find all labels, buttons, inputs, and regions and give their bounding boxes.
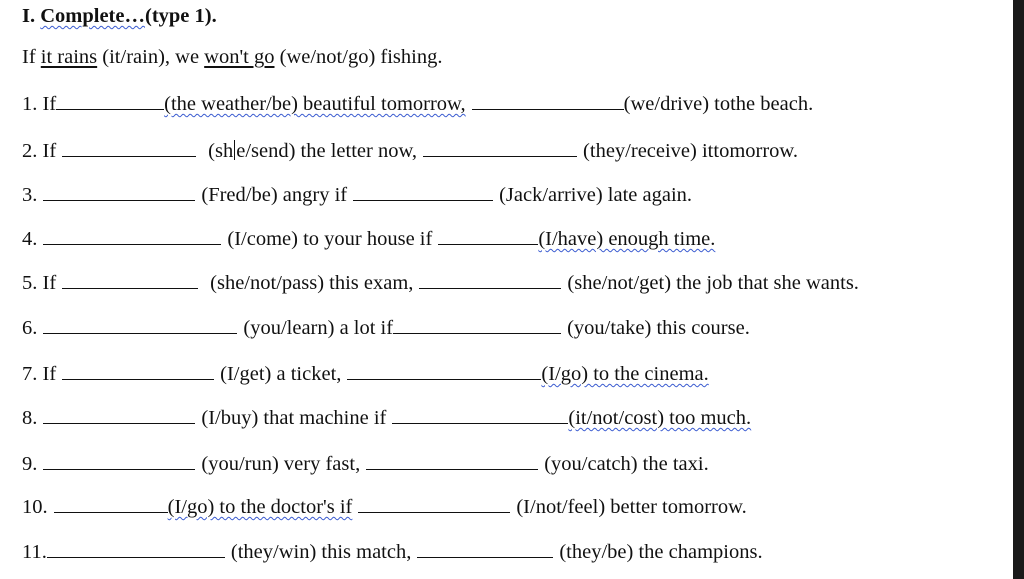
answer-blank-2b[interactable] [423,137,577,157]
example-answer-2: won't go [204,46,275,68]
answer-blank-3a[interactable] [43,181,195,201]
exercise-title: I. Complete…(type 1). [22,5,217,27]
exercise-item-4: 4. (I/come) to your house if (I/have) enough time. [22,225,715,251]
exercise-item-11: 11. (they/win) this match, (they/be) the champions. [22,538,763,564]
answer-blank-1b[interactable] [472,90,624,110]
item-number: 3. [22,184,38,206]
exercise-item-1: 1. If (the weather/be) beautiful tomorrow, (we/drive) tothe beach. [22,90,813,116]
exercise-item-2: 2. If (sh e/send) the letter now, (they/receive) ittomorrow. [22,137,798,163]
item-number: 5. If [22,272,57,294]
answer-blank-6a[interactable] [43,314,237,334]
item-number: 10. [22,496,48,518]
example-answer-1: it rains [40,46,98,68]
answer-blank-9b[interactable] [366,450,538,470]
item-number: 1. If [22,93,57,115]
exercise-item-6: 6. (you/learn) a lot if (you/take) this course. [22,314,750,340]
answer-blank-11b[interactable] [417,538,553,558]
answer-blank-4a[interactable] [43,225,221,245]
exercise-item-8: 8. (I/buy) that machine if (it/not/cost) too much. [22,404,751,430]
item-number: 11. [22,541,47,563]
exercise-item-9: 9. (you/run) very fast, (you/catch) the taxi. [22,450,709,476]
exercise-item-10: 10. (I/go) to the doctor's if (I/not/feel) better tomorrow. [22,493,747,519]
example-sentence: If it rains (it/rain), we won't go (we/not/go) fishing. [22,46,443,68]
window-edge [1013,0,1024,579]
answer-blank-1a[interactable] [56,90,164,110]
answer-blank-6b[interactable] [393,314,561,334]
title-word: Complete… [40,5,145,27]
answer-blank-7a[interactable] [62,360,214,380]
answer-blank-8b[interactable] [392,404,568,424]
exercise-item-7: 7. If (I/get) a ticket, (I/go) to the cinema. [22,360,709,386]
answer-blank-4b[interactable] [438,225,538,245]
exercise-item-5: 5. If (she/not/pass) this exam, (she/not/get) the job that she wants. [22,269,859,295]
answer-blank-10b[interactable] [358,493,510,513]
item-number: 9. [22,453,38,475]
answer-blank-10a[interactable] [54,493,168,513]
item-number: 7. If [22,363,57,385]
answer-blank-5b[interactable] [419,269,561,289]
item-number: 2. If [22,140,57,162]
answer-blank-5a[interactable] [62,269,198,289]
answer-blank-9a[interactable] [43,450,195,470]
answer-blank-3b[interactable] [353,181,493,201]
exercise-item-3: 3. (Fred/be) angry if (Jack/arrive) late again. [22,181,692,207]
answer-blank-11a[interactable] [47,538,225,558]
answer-blank-8a[interactable] [43,404,195,424]
answer-blank-2a[interactable] [62,137,196,157]
answer-blank-7b[interactable] [347,360,541,380]
item-number: 8. [22,407,38,429]
item-number: 6. [22,317,38,339]
item-number: 4. [22,228,38,250]
